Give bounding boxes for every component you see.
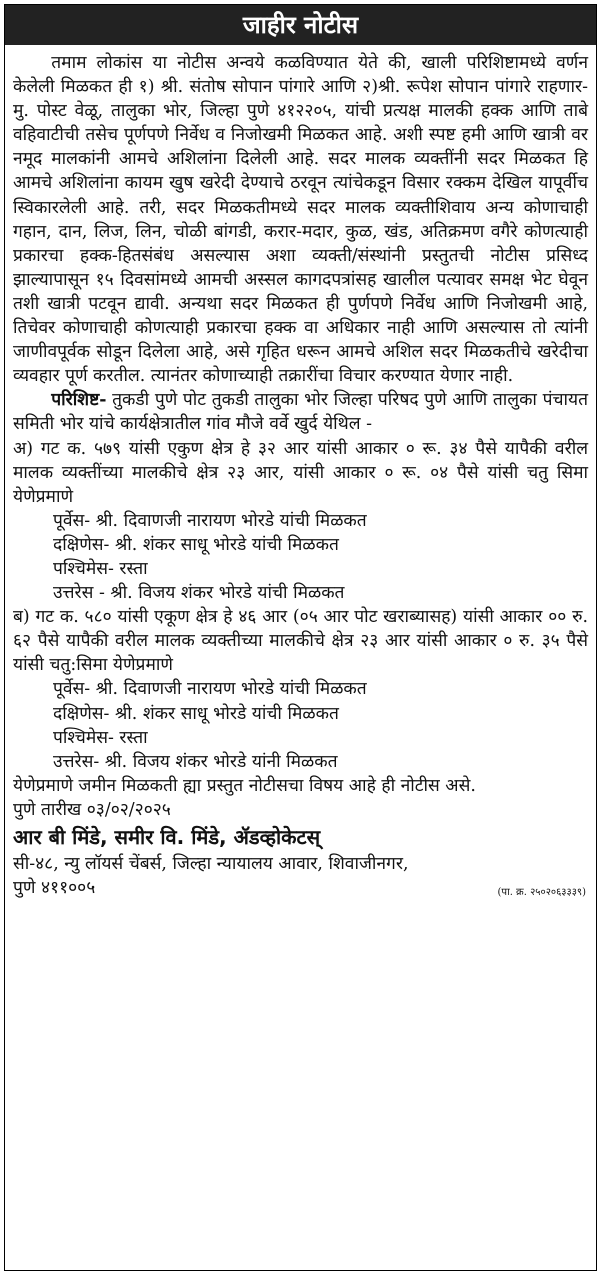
footer-line: [13, 876, 588, 900]
plot-b-north: उत्तरेस- श्री. विजय शंकर भोरडे यांनी मिळकत: [53, 751, 338, 772]
address-line-1: सी-४८, न्यु लॉयर्स चेंबर्स, जिल्हा न्यायालय आवार, शिवाजीनगर,: [13, 854, 409, 874]
notice-body: तमाम लोकांस या नोटीस अन्वये कळविण्यात येते की, खाली परिशिष्टामध्ये वर्णन केलेली मिळकत ही १) श्री. संतोष सोपान पांगारे आणि २)श्री. रूपेश सोपान पांगारे राहणार- मु. पोस्ट वेळू, तालुका भोर, जिल्हा पुणे ४१२२०५, यांची प्रत्यक्ष मालकी हक्क आणि ताबे वहिवाटीची तसेच पूर्णपणे निर्वेध व निजोखमी मिळकत आहे. अशी स्पष्ट हमी आणि खात्री वर नमूद मालकांनी आमचे अशिलांना दिलेली आहे. सदर मालक व्यक्तींनी सदर मिळकत हि आमचे अशिलांना कायम खुष खरेदी देण्याचे ठरवून त्यांचेकडून विसार रक्कम देखिल यापूर्वीच स्विकारलेली आहे. तरी, सदर मिळकतीमध्ये सदर मालक व्यक्तीशिवाय अन्य कोणाचाही गहान, दान, लिज, लिन, चोळी बांगडी, करार-मदार, कुळ, खंड, अतिक्रमण वगैरे कोणत्याही प्रकारचा हक्क-हितसंबंध असल्यास अशा व्यक्ती/संस्थांनी प्रस्तुतची नोटीस प्रसिध्द झाल्यापासून १५ दिवसांमध्ये आमची अस्सल कागदपत्रांसह खालील पत्यावर समक्ष भेट घेवून तशी खात्री पटवून द्यावी. अन्यथा सदर मिळकत ही पुर्णपणे निर्वेध आणि निजोखमी आहे, तिचेवर कोणाचाही कोणत्याही प्रकारचा हक्क वा अधिकार नाही आणि असल्यास तो त्यांनी जाणीवपूर्वक सोडून दिलेला आहे, असे गृहित धरून आमचे अशिल सदर मिळकतीचे खरेदीचा व्यवहार पूर्ण करतील. त्यानंतर कोणाच्याही तक्रारींचा विचार करण्यात येणार नाही.: [13, 53, 588, 387]
plot-b-east: पूर्वेस- श्री. दिवाणजी नारायण भोरडे यांची मिळकत: [53, 679, 367, 700]
advocates-name: आर बी मिंडे, समीर वि. मिंडे, ॲडव्होकेटस्: [13, 825, 321, 849]
schedule-paragraph: [13, 388, 588, 436]
notice-content: [5, 45, 596, 900]
schedule-label: परिशिष्ट-: [51, 390, 107, 411]
address-line-2: पुणे ४११००५: [13, 878, 96, 899]
reference-number: (पा. क्र. २५०२०६३३३९): [497, 887, 586, 899]
plot-a-south: दक्षिणेस- श्री. शंकर साधू भोरडे यांची मिळकत: [53, 534, 339, 555]
plot-a-north: उत्तरेस - श्री. विजय शंकर भोरडे यांची मिळकत: [53, 583, 345, 604]
date-line: पुणे तारीख ०३/०२/२०२५: [13, 799, 171, 820]
plot-b-south: दक्षिणेस- श्री. शंकर साधू भोरडे यांची मिळकत: [53, 703, 339, 724]
notice-title: जाहीर नोटीस: [5, 5, 596, 45]
plot-a-west: पश्चिमेस- रस्ता: [53, 558, 148, 579]
plot-a-east: पूर्वेस- श्री. दिवाणजी नारायण भोरडे यांची मिळकत: [53, 510, 367, 531]
notice-frame: [4, 4, 597, 1271]
schedule-text: तुकडी पुणे पोट तुकडी तालुका भोर जिल्हा परिषद पुणे आणि तालुका पंचायत समिती भोर यांचे कार्यक्षेत्रातील गांव मौजे वर्वे खुर्द येथिल -: [13, 390, 588, 435]
closing-statement: येणेप्रमाणे जमीन मिळकती ह्या प्रस्तुत नोटीसचा विषय आहे ही नोटीस असे.: [13, 775, 476, 796]
plot-a-description: अ) गट क. ५७९ यांसी एकुण क्षेत्र हे ३२ आर यांसी आकार ० रू. ३४ पैसे यापैकी वरील मालक व्यक्तींच्या मालकीचे क्षेत्र २३ आर, यांसी आकार ० रू. ०४ पैसे यांसी चतु सिमा येणेप्रमाणे: [13, 438, 588, 507]
plot-b-description: ब) गट क. ५८० यांसी एकूण क्षेत्र हे ४६ आर (०५ आर पोट खराब्यासह) यांसी आकार ०० रु. ६२ पैसे यापैकी वरील मालक व्यक्तीच्या मालकीचे क्षेत्र २३ आर यांसी आकार ० रु. ३५ पैसे यांसी चतु:सिमा येणेप्रमाणे: [13, 607, 588, 676]
plot-b-west: पश्चिमेस- रस्ता: [53, 727, 148, 748]
